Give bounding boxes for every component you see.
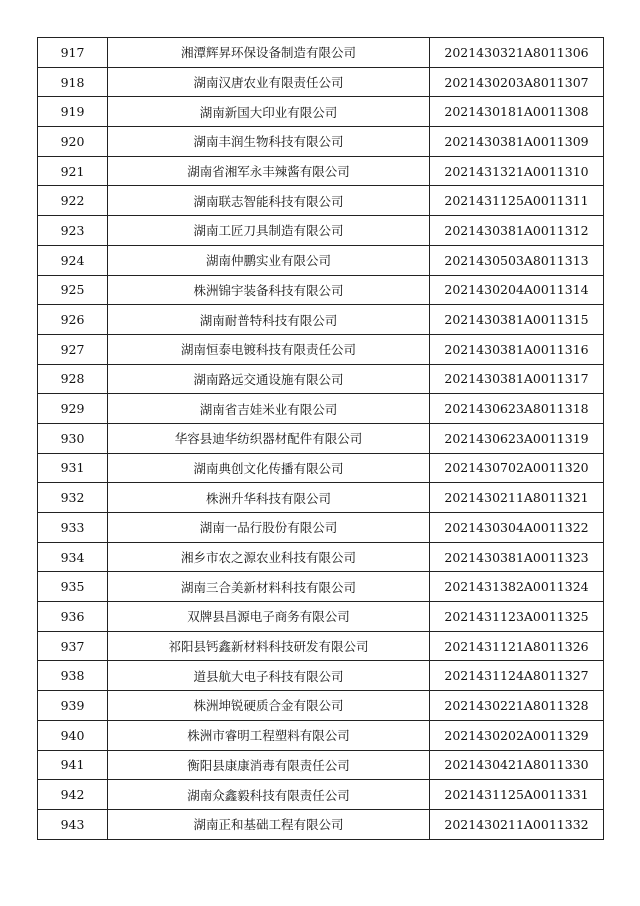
row-number: 922 xyxy=(38,186,108,216)
row-number: 937 xyxy=(38,631,108,661)
row-number: 932 xyxy=(38,483,108,513)
row-number: 920 xyxy=(38,127,108,157)
registration-code: 2021430321A8011306 xyxy=(430,38,604,68)
row-number: 931 xyxy=(38,453,108,483)
table-row xyxy=(38,305,604,335)
row-number: 924 xyxy=(38,245,108,275)
registration-code: 2021430202A0011329 xyxy=(430,720,604,750)
registration-code: 2021430503A8011313 xyxy=(430,245,604,275)
company-name: 株洲市睿明工程塑料有限公司 xyxy=(108,720,430,750)
table-row xyxy=(38,542,604,572)
registration-code: 2021431123A0011325 xyxy=(430,602,604,632)
company-name: 株洲锦宇装备科技有限公司 xyxy=(108,275,430,305)
registration-code: 2021430623A8011318 xyxy=(430,394,604,424)
registration-code: 2021430211A8011321 xyxy=(430,483,604,513)
table-row xyxy=(38,631,604,661)
table-row xyxy=(38,67,604,97)
row-number: 917 xyxy=(38,38,108,68)
registration-code: 2021430623A0011319 xyxy=(430,423,604,453)
row-number: 933 xyxy=(38,513,108,543)
row-number: 926 xyxy=(38,305,108,335)
table-row xyxy=(38,156,604,186)
table-row xyxy=(38,720,604,750)
registration-code: 2021430702A0011320 xyxy=(430,453,604,483)
registration-code: 2021430381A0011323 xyxy=(430,542,604,572)
row-number: 928 xyxy=(38,364,108,394)
row-number: 940 xyxy=(38,720,108,750)
row-number: 939 xyxy=(38,691,108,721)
table-row xyxy=(38,97,604,127)
company-registry-table xyxy=(37,37,604,840)
table-row xyxy=(38,186,604,216)
row-number: 929 xyxy=(38,394,108,424)
company-name: 湖南仲鹏实业有限公司 xyxy=(108,245,430,275)
row-number: 942 xyxy=(38,780,108,810)
company-name: 株洲升华科技有限公司 xyxy=(108,483,430,513)
registration-code: 2021430381A0011312 xyxy=(430,216,604,246)
registration-code: 2021431321A0011310 xyxy=(430,156,604,186)
company-name: 湖南典创文化传播有限公司 xyxy=(108,453,430,483)
table-row xyxy=(38,245,604,275)
row-number: 927 xyxy=(38,334,108,364)
registration-code: 2021430421A8011330 xyxy=(430,750,604,780)
registration-code: 2021431121A8011326 xyxy=(430,631,604,661)
table-body xyxy=(38,38,604,840)
registration-code: 2021430304A0011322 xyxy=(430,513,604,543)
table-row xyxy=(38,572,604,602)
company-name: 湖南省吉娃米业有限公司 xyxy=(108,394,430,424)
table-row xyxy=(38,483,604,513)
row-number: 925 xyxy=(38,275,108,305)
registration-code: 2021431125A0011311 xyxy=(430,186,604,216)
registration-code: 2021430381A0011317 xyxy=(430,364,604,394)
table-row xyxy=(38,216,604,246)
table-row xyxy=(38,691,604,721)
row-number: 923 xyxy=(38,216,108,246)
registration-code: 2021430221A8011328 xyxy=(430,691,604,721)
registration-code: 2021431124A8011327 xyxy=(430,661,604,691)
company-name: 华容县迪华纺织器材配件有限公司 xyxy=(108,423,430,453)
company-name: 湘潭辉昇环保设备制造有限公司 xyxy=(108,38,430,68)
row-number: 934 xyxy=(38,542,108,572)
company-name: 湖南耐普特科技有限公司 xyxy=(108,305,430,335)
row-number: 938 xyxy=(38,661,108,691)
table-row xyxy=(38,750,604,780)
row-number: 918 xyxy=(38,67,108,97)
row-number: 941 xyxy=(38,750,108,780)
registration-code: 2021430204A0011314 xyxy=(430,275,604,305)
company-name: 湖南联志智能科技有限公司 xyxy=(108,186,430,216)
registration-code: 2021430203A8011307 xyxy=(430,67,604,97)
registration-code: 2021430211A0011332 xyxy=(430,809,604,839)
company-name: 湖南众鑫毅科技有限责任公司 xyxy=(108,780,430,810)
row-number: 921 xyxy=(38,156,108,186)
company-name: 湖南新国大印业有限公司 xyxy=(108,97,430,127)
table-row xyxy=(38,334,604,364)
registration-code: 2021430381A0011315 xyxy=(430,305,604,335)
table-row xyxy=(38,661,604,691)
row-number: 943 xyxy=(38,809,108,839)
registration-code: 2021431382A0011324 xyxy=(430,572,604,602)
table-row xyxy=(38,38,604,68)
table-row xyxy=(38,423,604,453)
company-name: 株洲坤锐硬质合金有限公司 xyxy=(108,691,430,721)
company-name: 衡阳县康康消毒有限责任公司 xyxy=(108,750,430,780)
company-name: 湖南工匠刀具制造有限公司 xyxy=(108,216,430,246)
company-name: 道县航大电子科技有限公司 xyxy=(108,661,430,691)
registration-code: 2021430181A0011308 xyxy=(430,97,604,127)
row-number: 936 xyxy=(38,602,108,632)
company-name: 双牌县昌源电子商务有限公司 xyxy=(108,602,430,632)
registration-code: 2021430381A0011309 xyxy=(430,127,604,157)
row-number: 930 xyxy=(38,423,108,453)
table-row xyxy=(38,780,604,810)
table-row xyxy=(38,453,604,483)
company-name: 湖南汉唐农业有限责任公司 xyxy=(108,67,430,97)
company-name: 湖南恒泰电镀科技有限责任公司 xyxy=(108,334,430,364)
table-row xyxy=(38,275,604,305)
table-row xyxy=(38,602,604,632)
company-name: 湖南一品行股份有限公司 xyxy=(108,513,430,543)
company-name: 湘乡市农之源农业科技有限公司 xyxy=(108,542,430,572)
table-row xyxy=(38,394,604,424)
company-name: 湖南省湘军永丰辣酱有限公司 xyxy=(108,156,430,186)
registration-code: 2021431125A0011331 xyxy=(430,780,604,810)
registration-code: 2021430381A0011316 xyxy=(430,334,604,364)
row-number: 935 xyxy=(38,572,108,602)
table-row xyxy=(38,127,604,157)
company-name: 湖南丰润生物科技有限公司 xyxy=(108,127,430,157)
company-name: 湖南路远交通设施有限公司 xyxy=(108,364,430,394)
company-name: 湖南三合美新材料科技有限公司 xyxy=(108,572,430,602)
company-name: 祁阳县钙鑫新材料科技研发有限公司 xyxy=(108,631,430,661)
table-row xyxy=(38,513,604,543)
company-name: 湖南正和基础工程有限公司 xyxy=(108,809,430,839)
table-row xyxy=(38,809,604,839)
row-number: 919 xyxy=(38,97,108,127)
table-row xyxy=(38,364,604,394)
